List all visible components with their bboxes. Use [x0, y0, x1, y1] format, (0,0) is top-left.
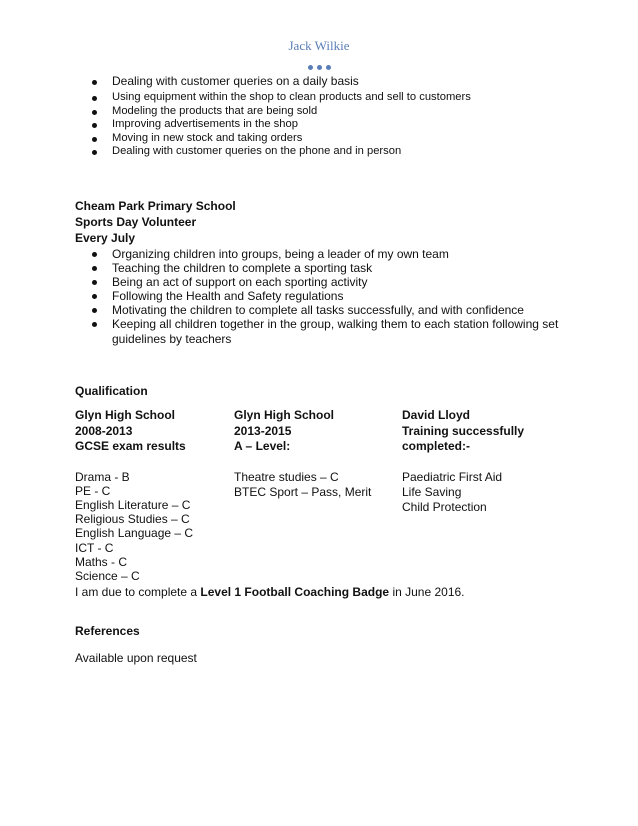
- school-years: 2013-2015: [234, 423, 292, 438]
- training-status: Training successfully: [402, 423, 525, 438]
- list-item-text: Following the Health and Safety regulations: [112, 289, 344, 304]
- grade-item: Drama - B: [75, 469, 130, 484]
- training-item: Life Saving: [402, 484, 462, 499]
- training-item: Paediatric First Aid: [402, 469, 503, 484]
- bullet-icon: [92, 322, 97, 327]
- list-item-text: Organizing children into groups, being a leader of my own team: [112, 247, 449, 261]
- grade-item: Science – C: [75, 568, 140, 583]
- volunteer-role: Sports Day Volunteer: [75, 215, 197, 229]
- list-item: [90, 117, 560, 131]
- list-item: [90, 317, 560, 345]
- qualification-column-training: [402, 408, 524, 515]
- list-item: [90, 131, 560, 145]
- bullet-icon: [92, 294, 97, 299]
- list-item-text: Dealing with customer queries on the phone and in person: [112, 145, 402, 158]
- list-item: [90, 74, 560, 90]
- coaching-badge-sentence: [75, 585, 465, 599]
- provider-name: David Lloyd: [402, 408, 471, 422]
- list-item: [90, 247, 560, 261]
- list-item-text: Being an act of support on each sporting activity: [112, 275, 368, 290]
- grade-item: PE - C: [75, 483, 111, 498]
- training-item: Child Protection: [402, 499, 487, 514]
- grade-item: Theatre studies – C: [234, 469, 339, 484]
- grade-item: BTEC Sport – Pass, Merit: [234, 485, 372, 499]
- list-item-text: Moving in new stock and taking orders: [112, 131, 303, 144]
- list-item: [90, 275, 560, 289]
- bullet-icon: [92, 280, 97, 285]
- badge-suffix: in June 2016.: [389, 585, 465, 599]
- list-item-text: Using equipment within the shop to clean products and sell to customers: [112, 91, 471, 103]
- grade-item: Maths - C: [75, 554, 128, 569]
- volunteer-duties-list: [90, 247, 560, 346]
- school-name: Glyn High School: [75, 408, 176, 422]
- list-item: [90, 144, 560, 158]
- volunteer-when: Every July: [75, 231, 136, 245]
- list-item: [90, 261, 560, 275]
- badge-name: Level 1 Football Coaching Badge: [200, 585, 390, 599]
- qualification-heading: Qualification: [75, 384, 148, 398]
- grade-item: ICT - C: [75, 540, 114, 555]
- list-item: [90, 303, 560, 317]
- header-dots: [0, 57, 638, 75]
- references-text: Available upon request: [75, 651, 197, 665]
- bullet-icon: [92, 137, 97, 142]
- list-item: [90, 90, 560, 104]
- badge-prefix: I am due to complete a: [75, 585, 201, 599]
- list-item-text: Improving advertisements in the shop: [112, 118, 298, 131]
- volunteer-org: Cheam Park Primary School: [75, 199, 236, 213]
- list-item: [90, 289, 560, 303]
- references-heading: References: [75, 624, 140, 638]
- qualification-title: A – Level:: [234, 439, 291, 453]
- list-item-text: Motivating the children to complete all tasks successfully, and with confidence: [112, 303, 524, 318]
- list-item-text: Teaching the children to complete a sporting task: [112, 261, 373, 276]
- bullet-icon: [92, 252, 97, 257]
- bullet-icon: [92, 80, 97, 85]
- bullet-icon: [92, 308, 97, 313]
- qualification-title: completed:-: [402, 439, 471, 453]
- bullet-icon: [92, 123, 97, 128]
- bullet-icon: [92, 96, 97, 101]
- grade-item: English Language – C: [75, 526, 194, 541]
- list-item-text: Keeping all children together in the group, walking them to each station following set guidelines by teachers: [112, 317, 559, 346]
- qualification-column-gcse: [75, 408, 193, 583]
- author-name: Jack Wilkie: [288, 38, 350, 53]
- qualification-title: GCSE exam results: [75, 439, 186, 453]
- list-item: [90, 104, 560, 118]
- bullet-icon: [92, 266, 97, 271]
- bullet-icon: [92, 110, 97, 115]
- school-years: 2008-2013: [75, 423, 133, 438]
- bullet-icon: [92, 150, 97, 155]
- list-item-text: Modeling the products that are being sold: [112, 104, 318, 117]
- grade-item: Religious Studies – C: [75, 512, 190, 527]
- school-name: Glyn High School: [234, 408, 335, 422]
- job-duties-list: [90, 74, 560, 158]
- grade-item: English Literature – C: [75, 497, 191, 512]
- list-item-text: Dealing with customer queries on a daily basis: [112, 74, 359, 88]
- qualification-column-alevel: [234, 408, 371, 501]
